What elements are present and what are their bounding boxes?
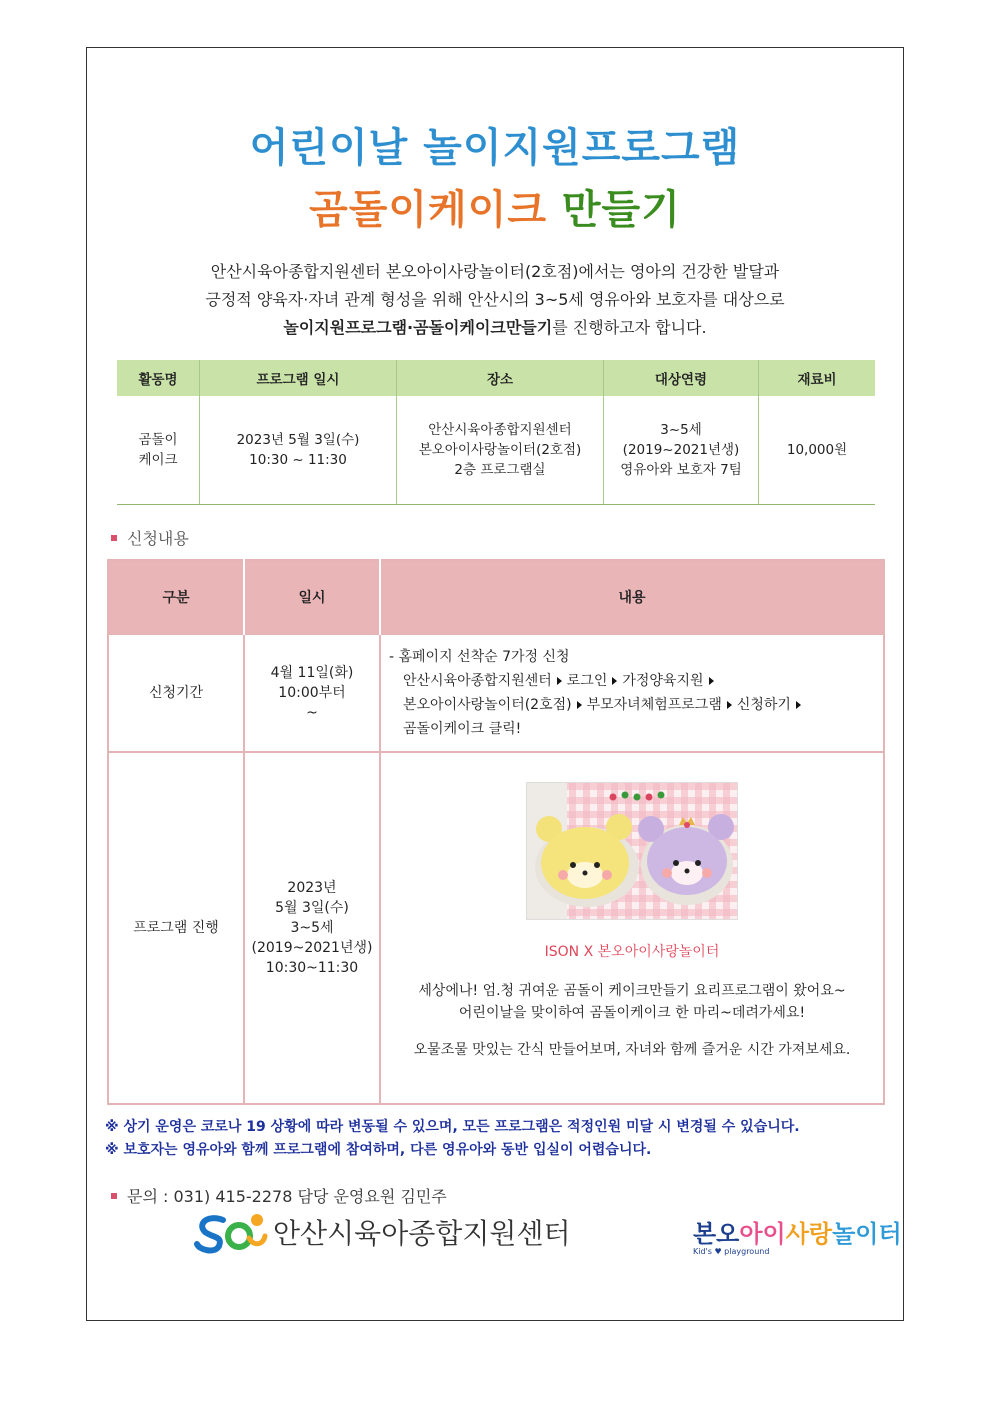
header-fee: 재료비 (759, 360, 876, 396)
datetime-line: 10:30 ~ 11:30 (249, 452, 347, 468)
header-age: 대상연령 (604, 360, 759, 396)
kids-logo-part: 사랑 (785, 1220, 833, 1248)
kids-logo-part: 아이 (739, 1220, 786, 1248)
cell-program-content (380, 752, 884, 1104)
path-step: 가정양육지원 (622, 673, 704, 689)
bear-cake-photo (526, 782, 738, 920)
footer-logos (193, 1210, 902, 1260)
brand-line: ISON X 본오아이사랑놀이터 (544, 944, 720, 960)
cell-place (397, 396, 604, 505)
detail-table (107, 559, 885, 1105)
bullet-square-icon (111, 535, 117, 541)
place-line: 안산시육아종합지원센터 (428, 422, 572, 438)
cell-apply-date (244, 634, 380, 752)
cell-apply-label: 신청기간 (108, 634, 244, 752)
path-step: 신청하기 (736, 697, 791, 713)
kids-logo-part: 본오 (693, 1220, 740, 1248)
path-step: 안산시육아종합지원센터 (403, 673, 552, 689)
title-line1: 어린이날 놀이지원프로그램 (249, 125, 741, 171)
description-line: 세상에나! 엄.청 귀여운 곰돌이 케이크만들기 요리프로그램이 왔어요~ (418, 983, 846, 999)
section-title-text: 신청내용 (127, 529, 189, 548)
cell-activity (117, 396, 200, 505)
cell-age (604, 396, 759, 505)
arrow-right-icon (557, 677, 562, 685)
path-step: 로그인 (566, 673, 608, 689)
header-category: 구분 (108, 560, 244, 634)
program-date-line: 2023년 (287, 880, 337, 896)
table-row (108, 752, 884, 1104)
title-line2 (87, 178, 903, 235)
title-cake: 곰돌이케이크 (309, 187, 547, 233)
title-make: 만들기 (561, 187, 681, 233)
contact-text: 문의 : 031) 415-2278 담당 운영요원 김민주 (127, 1187, 447, 1206)
summary-table (117, 360, 875, 505)
header-place: 장소 (397, 360, 604, 396)
apply-path-line2 (389, 693, 875, 717)
arrow-right-icon (796, 701, 801, 709)
notes (105, 1116, 800, 1162)
table-row (108, 634, 884, 752)
cell-fee: 10,000원 (759, 396, 876, 505)
cell-program-label: 프로그램 진행 (108, 752, 244, 1104)
apply-path-line1 (389, 669, 875, 693)
activity-line: 케이크 (138, 452, 178, 468)
cell-program-date (244, 752, 380, 1104)
header-date: 일시 (244, 560, 380, 634)
header-datetime: 프로그램 일시 (200, 360, 397, 396)
kids-logo-part: 놀이터 (832, 1220, 902, 1248)
path-step: 부모자녀체험프로그램 (586, 697, 722, 713)
age-line: (2019~2021년생) (622, 442, 740, 458)
contact-line (111, 1184, 447, 1207)
program-date-line: 3~5세 (290, 920, 334, 936)
kids-logo-text (693, 1214, 902, 1249)
arrow-right-icon (727, 701, 732, 709)
arrow-right-icon (577, 701, 582, 709)
arrow-right-icon (612, 677, 617, 685)
intro-line3 (107, 314, 883, 342)
apply-date-line: 4월 11일(화) (270, 665, 354, 681)
document-frame (86, 47, 904, 1321)
kids-playground-logo (693, 1214, 902, 1256)
bear-cake-illustration (527, 783, 737, 919)
intro-line3-rest: 를 진행하고자 합니다. (552, 318, 707, 337)
header-content: 내용 (380, 560, 884, 634)
bullet-square-icon (111, 1193, 117, 1199)
place-line: 본오아이사랑놀이터(2호점) (418, 442, 582, 458)
table-row (117, 396, 875, 505)
intro-line2: 긍정적 양육자·자녀 관계 형성을 위해 안산시의 3~5세 영유아와 보호자를 대상으로 (205, 290, 785, 309)
datetime-line: 2023년 5월 3일(수) (236, 432, 360, 448)
section-title (111, 526, 189, 549)
description-line: 어린이날을 맞이하여 곰돌이케이크 한 마리~데려가세요! (458, 1005, 806, 1021)
apply-instruction: - 홈페이지 선착순 7가정 신청 (389, 649, 570, 665)
cell-apply-content (380, 634, 884, 752)
place-line: 2층 프로그램실 (454, 462, 546, 478)
intro-paragraph (107, 258, 883, 342)
path-step: 본오아이사랑놀이터(2호점) (403, 697, 572, 713)
apply-date-line: 10:00부터 (278, 685, 346, 701)
intro-program-name: 놀이지원프로그램·곰돌이케이크만들기 (283, 318, 553, 337)
description-closing: 오물조물 맛있는 간식 만들어보며, 자녀와 함께 즐거운 시간 가져보세요. (413, 1042, 851, 1058)
apply-date-line: ~ (306, 705, 318, 721)
center-name: 안산시육아종합지원센터 (273, 1217, 571, 1250)
age-line: 3~5세 (660, 422, 702, 438)
activity-line: 곰돌이 (138, 432, 178, 448)
note-line: ※ 상기 운영은 코로나 19 상황에 따라 변동될 수 있으며, 모든 프로그램은 적정인원 미달 시 변경될 수 있습니다. (105, 1119, 800, 1135)
age-line: 영유아와 보호자 7팀 (620, 462, 742, 478)
program-date-line: (2019~2021년생) (251, 940, 373, 956)
program-date-line: 5월 3일(수) (275, 900, 349, 916)
center-logo-icon (193, 1210, 269, 1254)
note-line: ※ 보호자는 영유아와 함께 프로그램에 참여하며, 다른 영유아와 동반 입실이 어렵습니다. (105, 1142, 652, 1158)
arrow-right-icon (709, 677, 714, 685)
path-step: 곰돌이케이크 클릭! (403, 721, 522, 737)
cell-datetime (200, 396, 397, 505)
kids-logo-subtitle: Kid's ♥ playground (693, 1247, 770, 1256)
program-date-line: 10:30~11:30 (265, 960, 359, 976)
program-description (382, 980, 882, 1024)
header-activity: 활동명 (117, 360, 200, 396)
intro-line1: 안산시육아종합지원센터 본오아이사랑놀이터(2호점)에서는 영아의 건강한 발달과 (210, 262, 780, 281)
